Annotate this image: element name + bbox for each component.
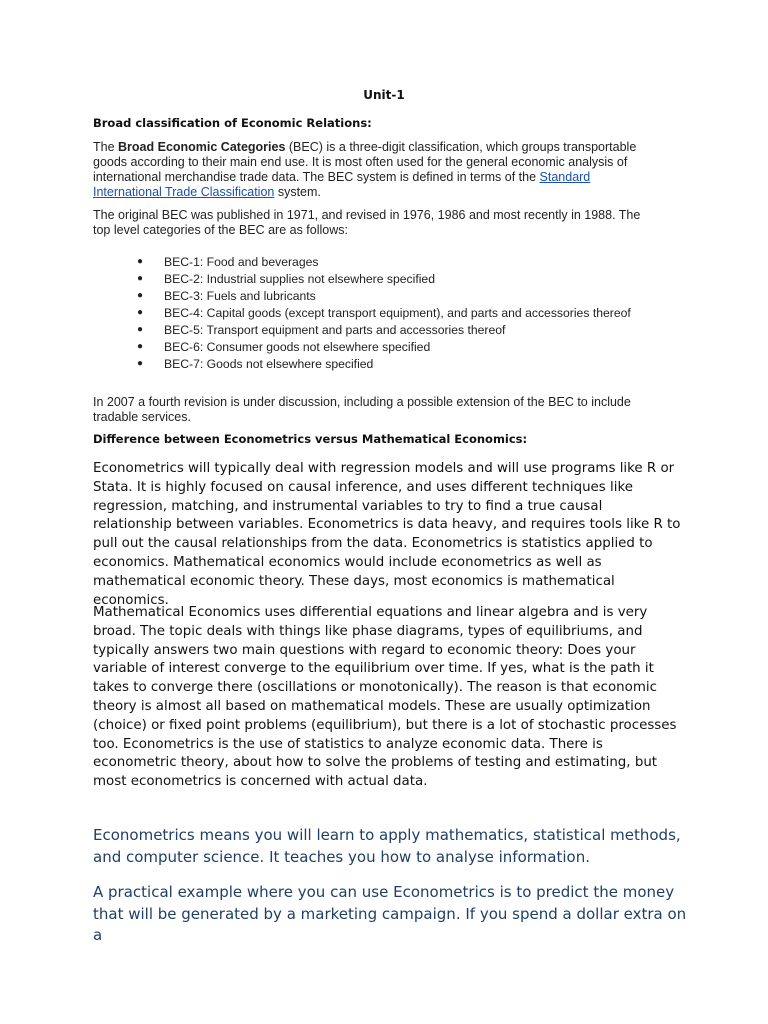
econometrics-paragraph: Econometrics will typically deal with regression models and will use programs like R or Stata. It is highly focused on causal inference, and uses different techniques like regression, matching, and instrumental variables to try to find a true causal relationship between variables. Econometrics is data heavy, and requires tools like R to pull out the causal relationships from the data. Econometrics is statistics applied to economics. Mathematical economics would include econometrics as well as mathematical economic theory. These days, most economics is mathematical economics. xyxy=(93,461,681,608)
list-item: ● BEC-2: Industrial supplies not elsewhere specified xyxy=(137,272,435,286)
page-title: Unit-1 xyxy=(363,88,405,102)
econometrics-section-heading: Difference between Econometrics versus Mathematical Economics: xyxy=(93,432,528,446)
list-item: ● BEC-5: Transport equipment and parts and accessories thereof xyxy=(137,323,506,337)
bec-intro-paragraph: The Broad Economic Categories (BEC) is a three-digit classification, which groups transportable goods according to their main end use. It is most often used for the general economic analysis of international merchandise trade data. The BEC system is defined in terms of the Standard International Trade Classification system. xyxy=(93,140,637,199)
math-economics-paragraph: Mathematical Economics uses differential equations and linear algebra and is very broad. The topic deals with things like phase diagrams, types of equilibriums, and typically answers two main questions with regard to economic theory: Does your variable of interest converge to the equilibrium over time. If yes, what is the path it takes to converge there (oscillations or monotonically). The reason is that economic theory is almost all based on mathematical models. These are usually optimization (choice) or fixed point problems (equilibrium), but there is a lot of stochastic processes too. Econometrics is the use of statistics to analyze economic data. There is econometric theory, about how to solve the problems of testing and estimating, but most econometrics is concerned with actual data. xyxy=(93,605,677,790)
list-item: ● BEC-7: Goods not elsewhere specified xyxy=(137,357,374,371)
list-item: ● BEC-3: Fuels and lubricants xyxy=(137,289,316,303)
bullet-icon: ● xyxy=(137,307,144,318)
bullet-icon: ● xyxy=(137,290,144,301)
list-item: ● BEC-6: Consumer goods not elsewhere specified xyxy=(137,340,431,354)
bullet-icon: ● xyxy=(137,273,144,284)
bullet-icon: ● xyxy=(137,341,144,352)
sitc-link[interactable]: Standard International Trade Classification xyxy=(93,170,591,199)
bec-revision-paragraph: In 2007 a fourth revision is under discussion, including a possible extension of the BEC to include tradable services. xyxy=(93,395,631,424)
bullet-icon: ● xyxy=(137,256,144,267)
bullet-icon: ● xyxy=(137,358,144,369)
bec-category-list xyxy=(137,255,657,374)
econometrics-definition-paragraph: Econometrics means you will learn to apply mathematics, statistical methods, and computer science. It teaches you how to analyse information. xyxy=(93,826,681,866)
practical-example-paragraph: A practical example where you can use Econometrics is to predict the money that will be generated by a marketing campaign. If you spend a dollar extra on a xyxy=(93,883,687,944)
list-item: ● BEC-4: Capital goods (except transport equipment), and parts and accessories thereof xyxy=(137,306,631,320)
list-item: ● BEC-1: Food and beverages xyxy=(137,255,319,269)
bec-section-heading: Broad classification of Economic Relations: xyxy=(93,116,372,130)
bec-history-paragraph: The original BEC was published in 1971, and revised in 1976, 1986 and most recently in 1988. The top level categories of the BEC are as follows: xyxy=(93,208,641,237)
bec-bold-term: Broad Economic Categories xyxy=(118,140,286,154)
bullet-icon: ● xyxy=(137,324,144,335)
